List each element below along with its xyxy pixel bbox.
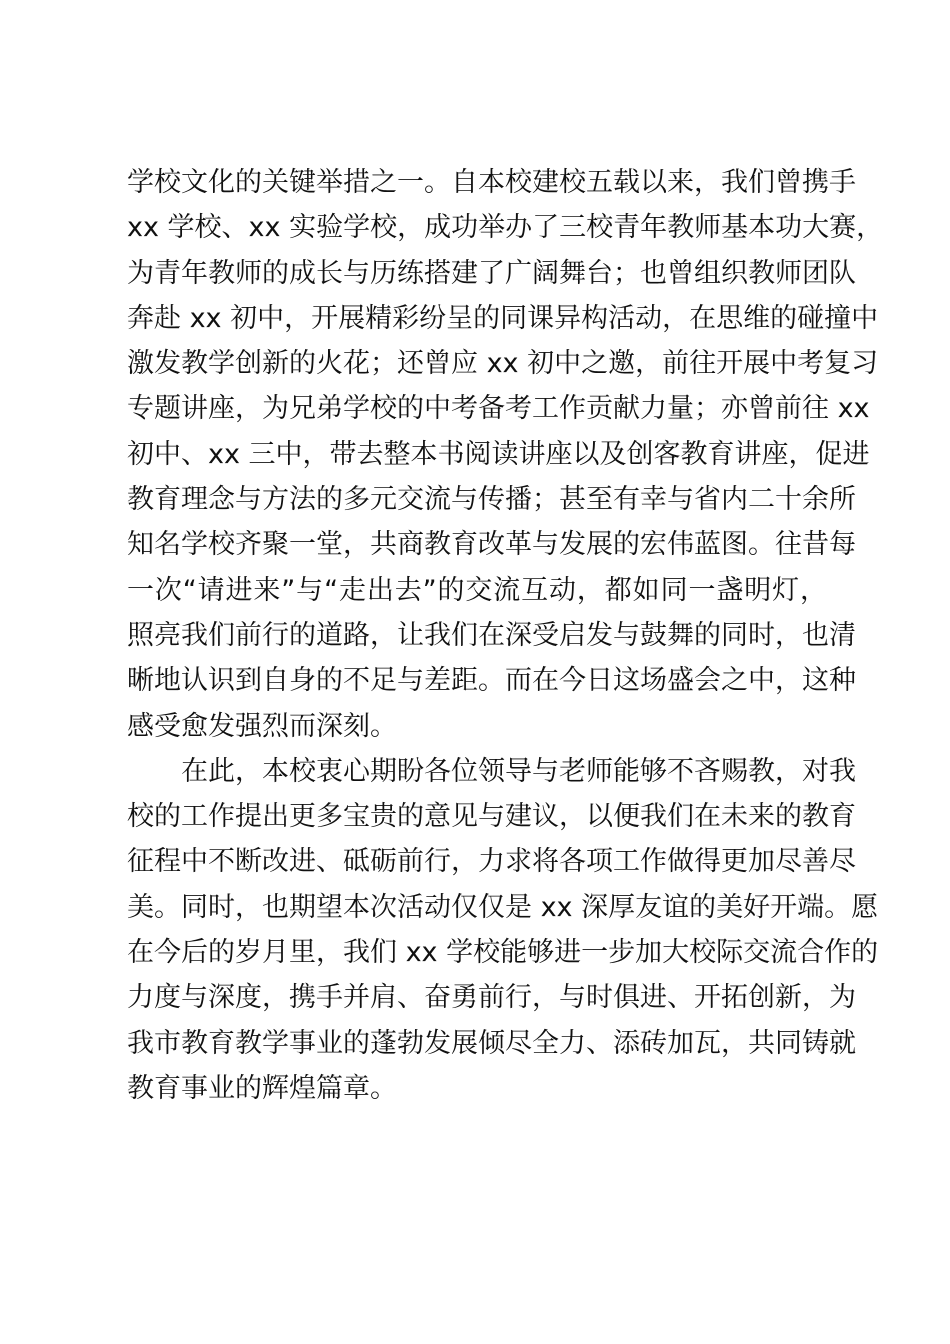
text-line: 在此，本校衷心期盼各位领导与老师能够不吝赐教，对我 — [181, 755, 856, 787]
text-line: xx 学校、xx 实验学校，成功举办了三校青年教师基本功大赛， — [127, 212, 884, 244]
text-line: 奔赴 xx 初中，开展精彩纷呈的同课异构活动，在思维的碰撞中 — [127, 302, 879, 334]
text-line: 校的工作提出更多宝贵的意见与建议，以便我们在未来的教育 — [127, 801, 856, 833]
text-line: 在今后的岁月里，我们 xx 学校能够进一步加大校际交流合作的 — [127, 937, 879, 969]
text-line: 为青年教师的成长与历练搭建了广阔舞台；也曾组织教师团队 — [127, 257, 856, 289]
paragraph-2 — [127, 749, 879, 1111]
text-line: 一次“请进来”与“走出去”的交流互动，都如同一盏明灯， — [127, 574, 827, 606]
paragraph-1 — [127, 160, 884, 749]
document-body — [127, 160, 884, 1111]
text-line: 激发教学创新的火花；还曾应 xx 初中之邀，前往开展中考复习 — [127, 348, 879, 380]
text-line: 专题讲座，为兄弟学校的中考备考工作贡献力量；亦曾前往 xx — [127, 393, 870, 425]
text-line: 学校文化的关键举措之一。自本校建校五载以来，我们曾携手 — [127, 167, 856, 198]
text-line: 教育理念与方法的多元交流与传播；甚至有幸与省内二十余所 — [127, 484, 856, 516]
text-line: 我市教育教学事业的蓬勃发展倾尽全力、添砖加瓦，共同铸就 — [127, 1027, 856, 1059]
text-line: 力度与深度，携手并肩、奋勇前行，与时俱进、开拓创新，为 — [127, 982, 856, 1014]
text-line: 美。同时，也期望本次活动仅仅是 xx 深厚友谊的美好开端。愿 — [127, 891, 879, 923]
text-line: 感受愈发强烈而深刻。 — [127, 710, 397, 742]
text-line: 晰地认识到自身的不足与差距。而在今日这场盛会之中，这种 — [127, 665, 856, 697]
text-line: 征程中不断改进、砥砺前行，力求将各项工作做得更加尽善尽 — [127, 846, 856, 878]
text-line: 照亮我们前行的道路，让我们在深受启发与鼓舞的同时，也清 — [127, 619, 856, 651]
text-line: 知名学校齐聚一堂，共商教育改革与发展的宏伟蓝图。往昔每 — [127, 529, 856, 561]
text-line: 教育事业的辉煌篇章。 — [127, 1072, 397, 1104]
text-line: 初中、xx 三中，带去整本书阅读讲座以及创客教育讲座，促进 — [127, 438, 870, 470]
